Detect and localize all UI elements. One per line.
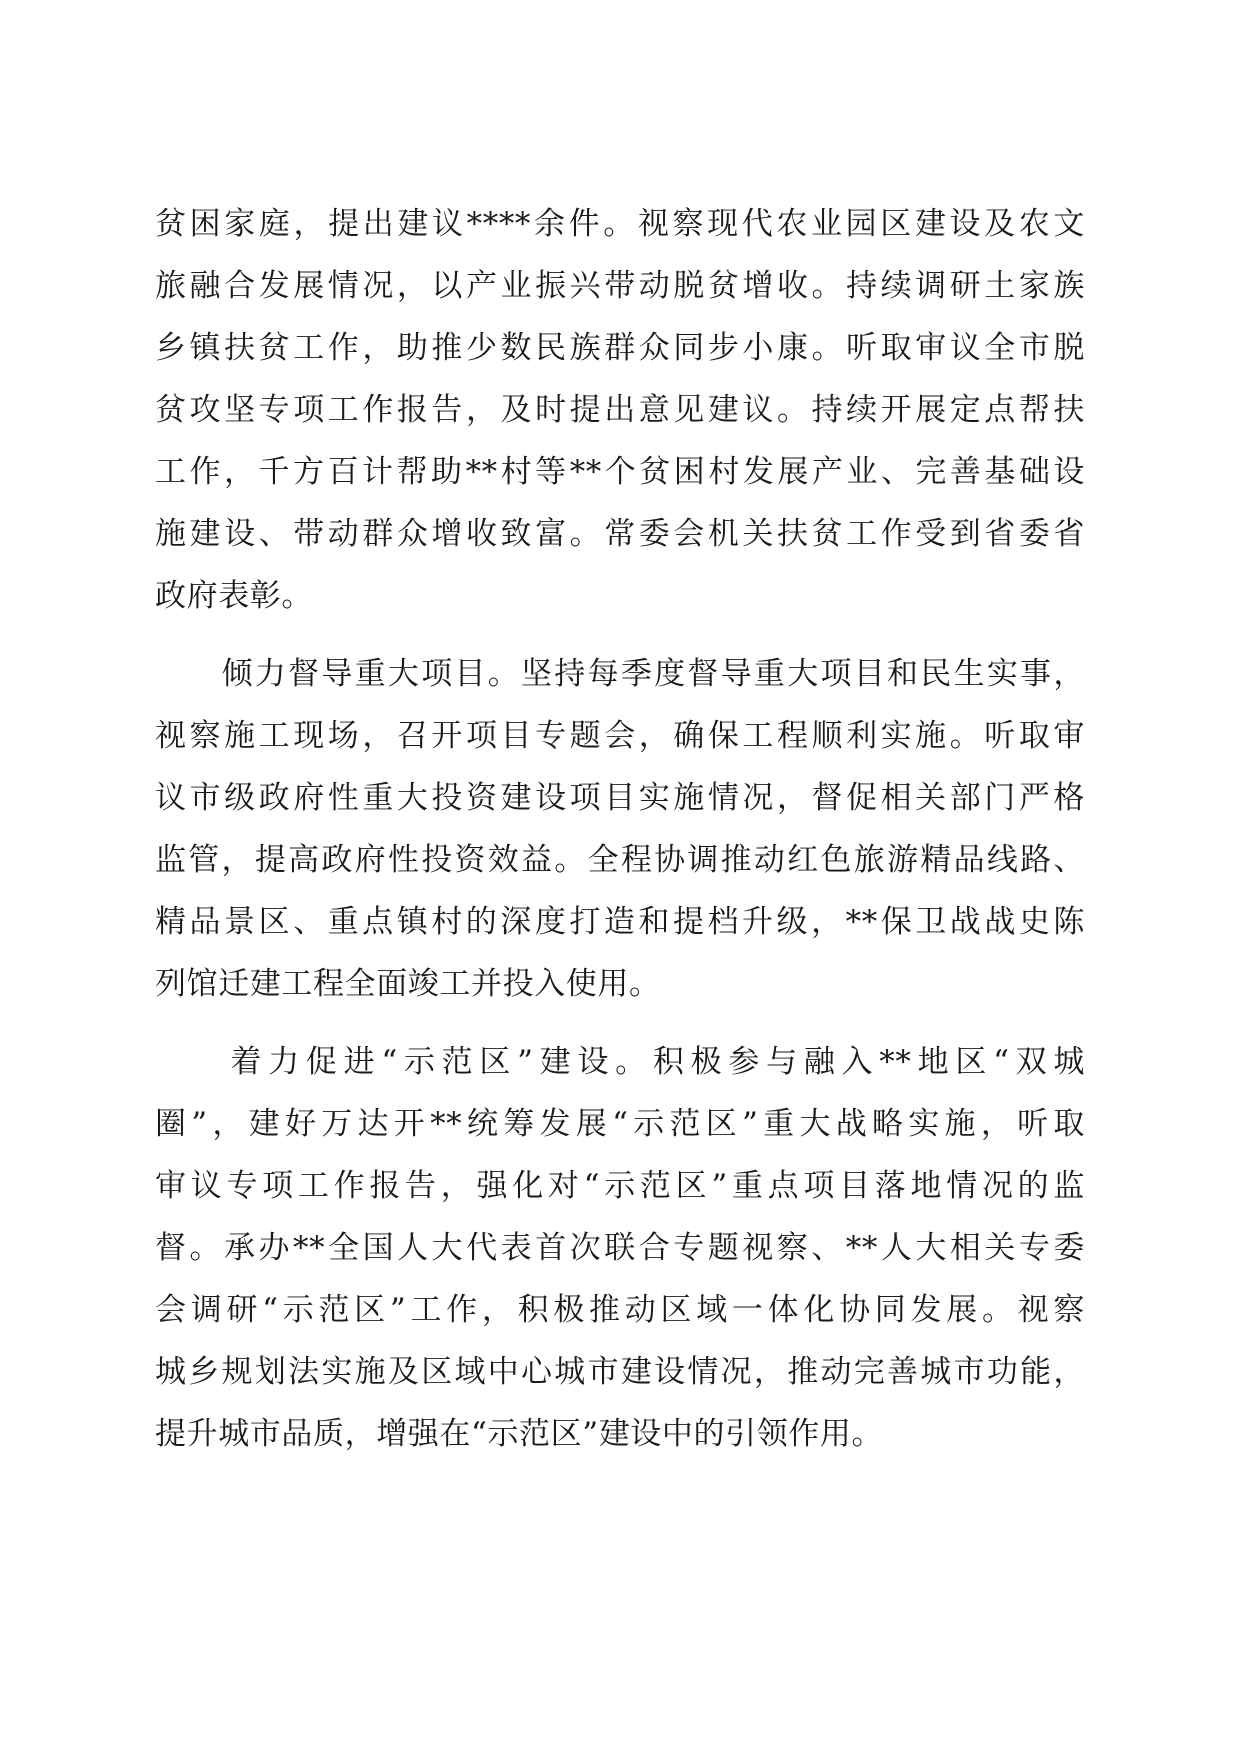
text-line: 旅融合发展情况，以产业振兴带动脱贫增收。持续调研土家族 xyxy=(155,268,1085,304)
text-line: 倾力督导重大项目。坚持每季度督导重大项目和民生实事， xyxy=(155,656,1085,692)
text-line: 城乡规划法实施及区域中心城市建设情况，推动完善城市功能， xyxy=(155,1354,1085,1390)
paragraph-major-projects xyxy=(155,643,1085,1015)
text-line: 议市级政府性重大投资建设项目实施情况，督促相关部门严格 xyxy=(155,780,1085,816)
text-line: 贫困家庭，提出建议****余件。视察现代农业园区建设及农文 xyxy=(155,206,1085,242)
text-line: 贫攻坚专项工作报告，及时提出意见建议。持续开展定点帮扶 xyxy=(155,392,1085,428)
document-body xyxy=(155,193,1085,1465)
text-line: 工作，千方百计帮助**村等**个贫困村发展产业、完善基础设 xyxy=(155,454,1085,490)
text-line: 列馆迁建工程全面竣工并投入使用。 xyxy=(155,966,661,1002)
text-line: 会调研“示范区”工作，积极推动区域一体化协同发展。视察 xyxy=(155,1292,1085,1328)
text-line: 圈”，建好万达开**统筹发展“示范区”重大战略实施，听取 xyxy=(155,1106,1085,1142)
text-line: 着力促进“示范区”建设。积极参与融入**地区“双城 xyxy=(155,1044,1085,1080)
paragraph-demonstration-zone xyxy=(155,1031,1085,1465)
text-line: 视察施工现场，召开项目专题会，确保工程顺利实施。听取审 xyxy=(155,718,1085,754)
text-line: 提升城市品质，增强在“示范区”建设中的引领作用。 xyxy=(155,1416,884,1452)
text-line: 乡镇扶贫工作，助推少数民族群众同步小康。听取审议全市脱 xyxy=(155,330,1085,366)
paragraph-poverty-alleviation xyxy=(155,193,1085,627)
text-line: 施建设、带动群众增收致富。常委会机关扶贫工作受到省委省 xyxy=(155,516,1085,552)
text-line: 监管，提高政府性投资效益。全程协调推动红色旅游精品线路、 xyxy=(155,842,1085,878)
text-line: 政府表彰。 xyxy=(155,578,313,614)
text-line: 审议专项工作报告，强化对“示范区”重点项目落地情况的监 xyxy=(155,1168,1085,1204)
text-line: 精品景区、重点镇村的深度打造和提档升级，**保卫战战史陈 xyxy=(155,904,1085,940)
text-line: 督。承办**全国人大代表首次联合专题视察、**人大相关专委 xyxy=(155,1230,1085,1266)
